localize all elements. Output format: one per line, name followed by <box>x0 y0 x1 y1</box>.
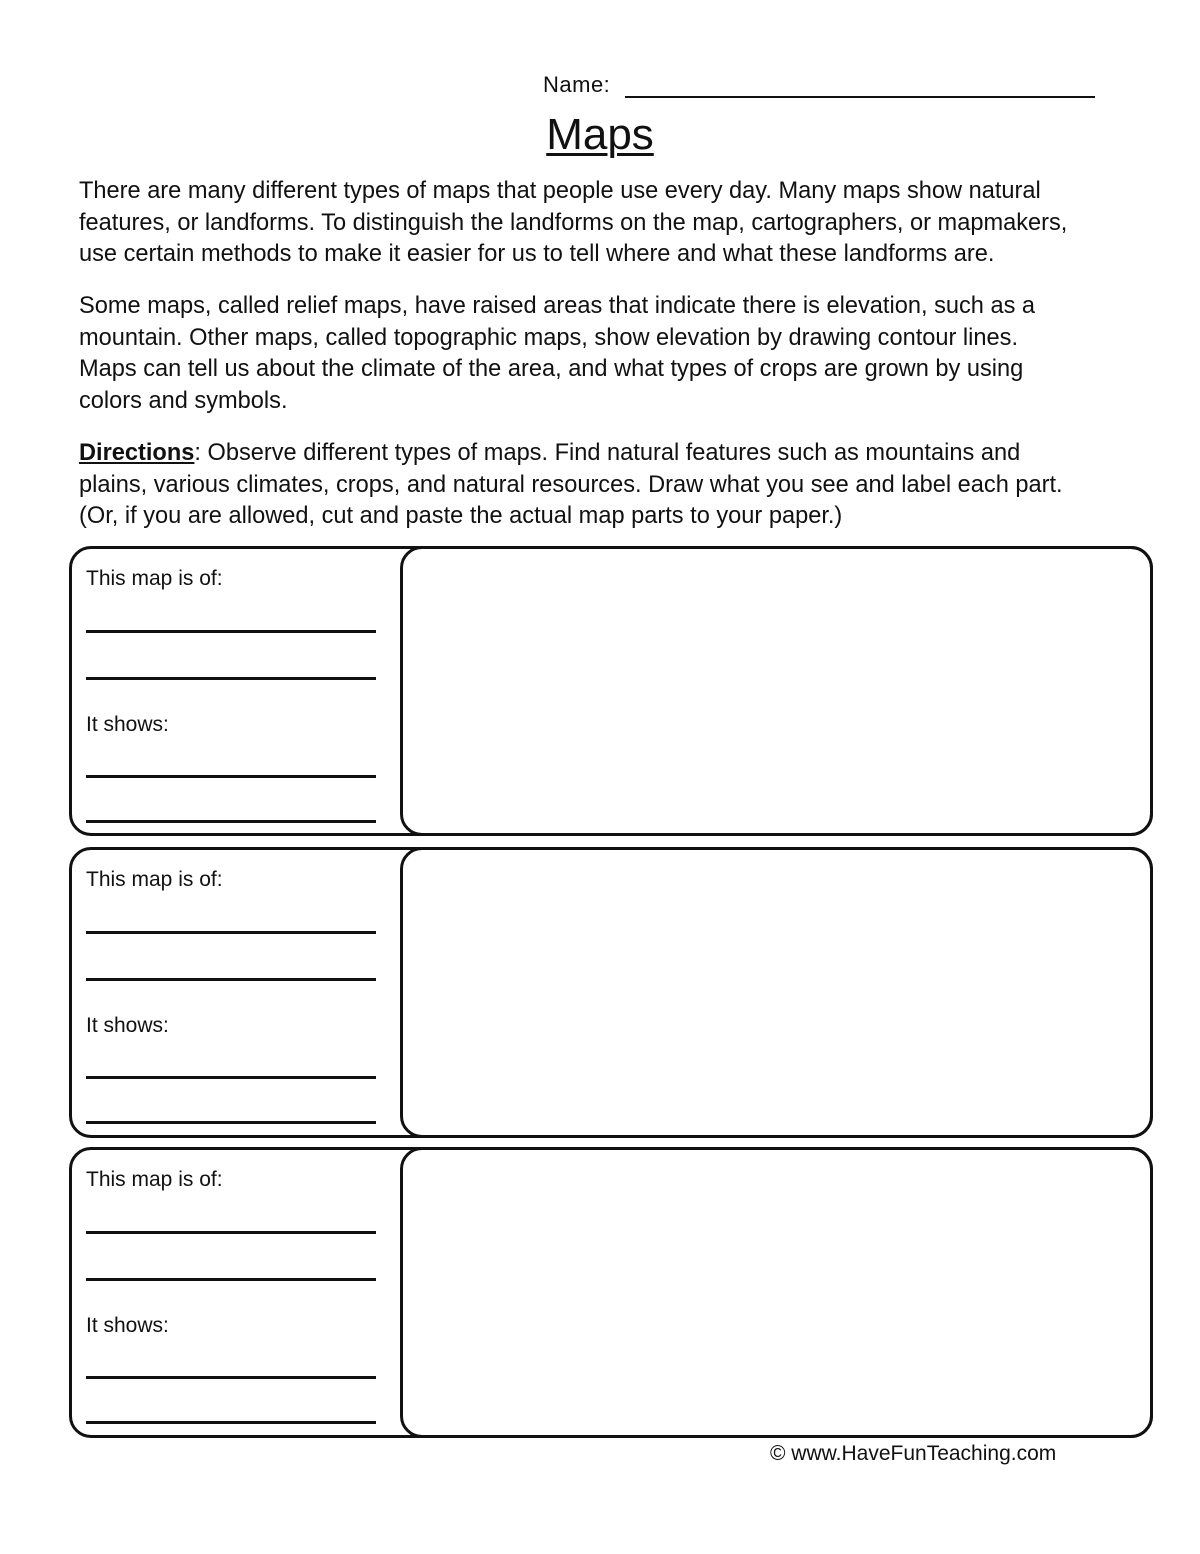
it-shows-answer-line[interactable] <box>86 820 376 823</box>
map-of-answer-line[interactable] <box>86 630 376 633</box>
page-title: Maps <box>546 110 654 159</box>
map-drawing-box[interactable] <box>400 847 1153 1138</box>
map-of-answer-line[interactable] <box>86 978 376 981</box>
map-of-answer-line[interactable] <box>86 931 376 934</box>
it-shows-answer-line[interactable] <box>86 775 376 778</box>
name-input-line[interactable] <box>625 96 1095 98</box>
map-of-answer-line[interactable] <box>86 677 376 680</box>
it-shows-answer-line[interactable] <box>86 1076 376 1079</box>
directions-text: Observe different types of maps. Find natural features such as mountains and plains, various climates, crops, and natural resources. Draw what you see and label each part. (Or, if you are allowed, cut and paste the actual map parts to your paper.) <box>79 440 1063 529</box>
it-shows-label: It shows: <box>86 713 169 736</box>
it-shows-label: It shows: <box>86 1314 169 1337</box>
it-shows-answer-line[interactable] <box>86 1376 376 1379</box>
it-shows-answer-line[interactable] <box>86 1121 376 1124</box>
name-field-row <box>543 72 1098 102</box>
map-of-answer-line[interactable] <box>86 1278 376 1281</box>
map-of-label: This map is of: <box>86 1168 223 1191</box>
directions-paragraph <box>79 438 1169 533</box>
intro-paragraph-2: Some maps, called relief maps, have raised areas that indicate there is elevation, such as a mountain. Other maps, called topographic maps, show elevation by drawing contour lines. Maps can tell us about the climate of the area, and what types of crops are grown by using colors and symbols. <box>79 293 1036 414</box>
directions-colon: : <box>194 440 201 466</box>
map-panel <box>69 1147 1153 1438</box>
it-shows-label: It shows: <box>86 1014 169 1037</box>
copyright-footer: © www.HaveFunTeaching.com <box>770 1442 1057 1465</box>
map-panel <box>69 546 1153 836</box>
map-of-label: This map is of: <box>86 868 223 891</box>
name-label: Name: <box>543 72 611 97</box>
map-of-answer-line[interactable] <box>86 1231 376 1234</box>
map-of-label: This map is of: <box>86 567 223 590</box>
map-drawing-box[interactable] <box>400 1147 1153 1438</box>
directions-label: Directions <box>79 440 195 466</box>
map-drawing-box[interactable] <box>400 546 1153 836</box>
it-shows-answer-line[interactable] <box>86 1421 376 1424</box>
map-panel <box>69 847 1153 1138</box>
intro-paragraph-1: There are many different types of maps that people use every day. Many maps show natural features, or landforms. To distinguish the landforms on the map, cartographers, or mapmakers, use certain methods to make it easier for us to tell where and what these landforms are. <box>79 178 1068 267</box>
